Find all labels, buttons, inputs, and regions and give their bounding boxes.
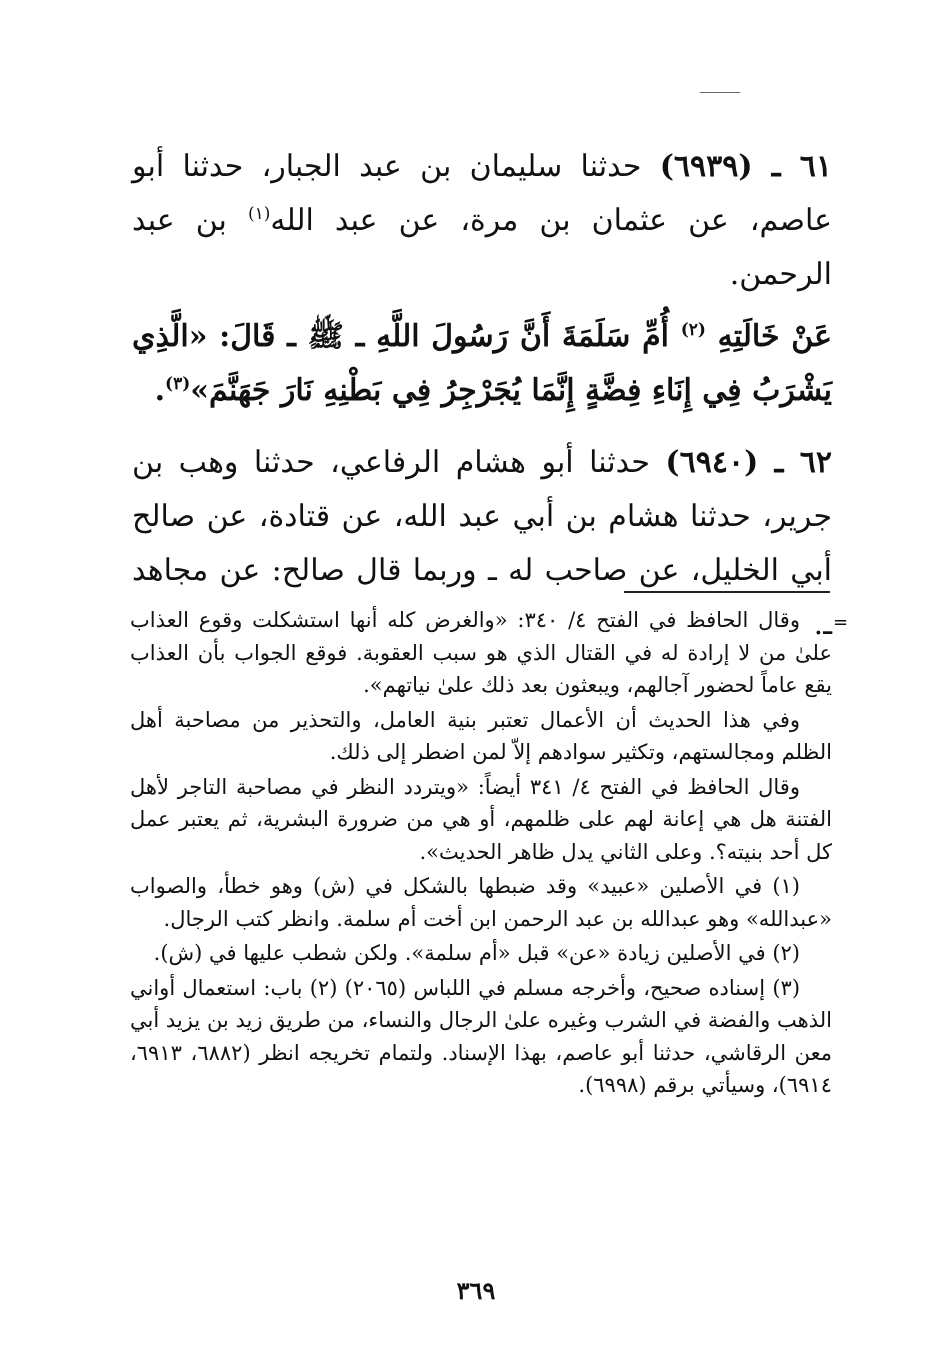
matn-start: عَنْ خَالَتِهِ	[705, 319, 832, 354]
matn-body: أُمِّ سَلَمَةَ أَنَّ رَسُولَ اللَّهِ ـ ﷺ ـ قَالَ: «الَّذِي يَشْرَبُ فِي إِنَاءِ فِضَّةٍ إِنَّمَا يُجَرْجِرُ فِي بَطْنِهِ نَارَ جَهَنَّمَ»	[132, 319, 832, 408]
matn-end: .	[154, 373, 166, 408]
footnote-continuation-1: وقال الحافظ في الفتح ٤/ ٣٤٠: «والغرض كله أنها استشكلت وقوع العذاب علىٰ من لا إرادة له في القتال الذي هو سبب العقوبة. فوقع الجواب بأن العذاب يقع عاماً لحضور آجالهم، ويبعثون بعد ذلك علىٰ نياتهم».	[130, 608, 832, 697]
footnote-continuation-2: وفي هذا الحديث أن الأعمال تعتبر بنية العامل، والتحذير من مصاحبة أهل الظلم ومجالستهم، وتكثير سوادهم إلاّ لمن اضطر إلى ذلك.	[130, 707, 832, 764]
main-text	[132, 140, 832, 652]
footnote-continuation-3: وقال الحافظ في الفتح ٤/ ٣٤١ أيضاً: «ويتردد النظر في مصاحبة التاجر لأهل الفتنة هل هي إعانة لهم على ظلمهم، أو هي من ضرورة البشرية، ثم يعتبر عمل كل أحد بنيته؟. وعلى الثاني يدل ظاهر الحديث».	[130, 774, 832, 864]
top-rule	[700, 92, 740, 93]
footnote-ref-3: (٣)	[165, 374, 191, 394]
hadith-61-isnad-end: بن عبد الرحمن.	[132, 203, 832, 292]
hadith-61-number: ٦١ ـ (٦٩٣٩)	[659, 149, 832, 184]
hadith-62-text: حدثنا أبو هشام الرفاعي، حدثنا وهب بن جرير، حدثنا هشام بن أبي عبد الله، عن قتادة، عن صالح أبي الخليل، عن صاحب له ـ وربما قال صالح: عن مجاهد ـ.	[132, 445, 832, 642]
hadith-61-isnad-text: حدثنا سليمان بن عبد الجبار، حدثنا أبو عاصم، عن عثمان بن مرة، عن عبد الله	[132, 149, 832, 238]
hadith-61-isnad	[132, 140, 832, 302]
footnotes	[130, 604, 832, 1104]
footnote-2: (٢) في الأصلين زيادة «عن» قبل «أم سلمة». ولكن شطب عليها في (ش).	[153, 941, 800, 965]
hadith-61-matn	[132, 310, 832, 418]
hadith-62-number: ٦٢ ـ (٦٩٤٠)	[665, 445, 833, 480]
footnote-3: (٣) إسناده صحيح، وأخرجه مسلم في اللباس (٢٠٦٥) (٢) باب: استعمال أواني الذهب والفضة في الشرب وغيره علىٰ الرجال والنساء، من طريق زيد بن يزيد أبي معن الرقاشي، حدثنا أبو عاصم، بهذا الإسناد. ولتمام تخريجه انظر (٦٨٨٢، ٦٩١٣، ٦٩١٤)، وسيأتي برقم (٦٩٩٨).	[130, 975, 833, 1097]
continuation-mark: =	[833, 612, 849, 633]
page-number: ٣٦٩	[456, 1276, 496, 1305]
footnote-separator	[624, 591, 830, 593]
footnote-ref-2: (٢)	[680, 320, 706, 340]
footnote-1: (١) في الأصلين «عبيد» وقد ضبطها بالشكل في (ش) وهو خطأ، والصواب «عبدالله» وهو عبدالله بن عبد الرحمن ابن أخت أم سلمة. وانظر كتب الرجال.	[130, 874, 832, 931]
footnote-ref-1: (١)	[247, 204, 271, 224]
